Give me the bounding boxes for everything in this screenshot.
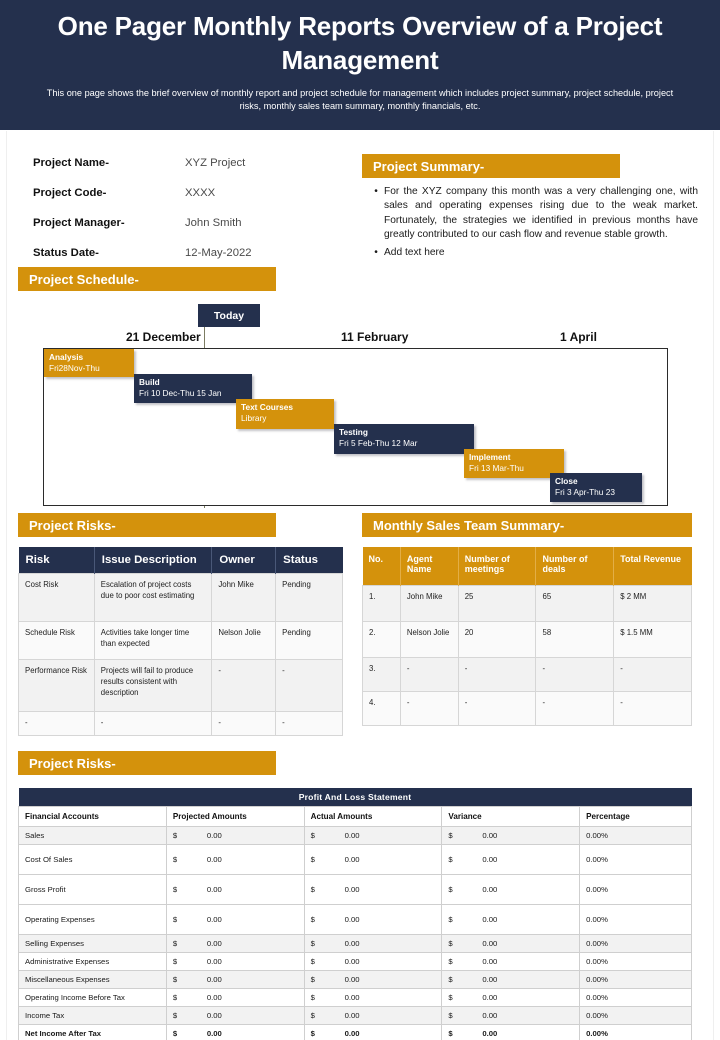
value: 0.00 — [206, 1029, 222, 1038]
cell-variance — [442, 935, 580, 953]
cell-account: Operating Expenses — [19, 905, 167, 935]
cell-revenue: - — [614, 691, 692, 725]
column-header-meetings: Number of meetings — [458, 547, 536, 585]
value: 0.00 — [344, 1029, 360, 1038]
cell-variance — [442, 875, 580, 905]
table-row — [363, 585, 692, 621]
cell-owner: - — [212, 712, 276, 736]
column-header-percentage: Percentage — [580, 807, 692, 827]
currency-symbol: $ — [310, 993, 315, 1002]
value: 0.00 — [206, 885, 222, 894]
gantt-bar-name: Implement — [469, 452, 511, 462]
gantt-bar-text-courses-library[interactable] — [236, 399, 334, 429]
column-header-description: Issue Description — [94, 547, 212, 574]
info-label: Project Name- — [33, 157, 109, 169]
info-label: Status Date- — [33, 247, 99, 259]
cell-variance — [442, 827, 580, 845]
cell-account: Administrative Expenses — [19, 953, 167, 971]
cell-actual — [304, 953, 442, 971]
cell-projected — [166, 1025, 304, 1040]
currency-symbol: $ — [310, 885, 315, 894]
cell-projected — [166, 971, 304, 989]
value: 0.00 — [344, 1011, 360, 1020]
currency-symbol: $ — [172, 957, 178, 966]
cell-percentage: 0.00% — [580, 935, 692, 953]
table-row — [19, 905, 692, 935]
gantt-bar-analysis[interactable] — [44, 349, 134, 377]
column-header-owner: Owner — [212, 547, 276, 574]
table-row — [19, 712, 343, 736]
cell-meetings: 25 — [458, 585, 536, 621]
cell-no: 4. — [363, 691, 401, 725]
cell-status: Pending — [276, 622, 343, 660]
currency-symbol: $ — [310, 831, 315, 840]
cell-status: - — [276, 660, 343, 712]
cell-account: Cost Of Sales — [19, 845, 167, 875]
value: 0.00 — [206, 855, 222, 864]
info-value: XYZ Project — [185, 157, 246, 169]
cell-deals: 58 — [536, 621, 614, 657]
value: 0.00 — [482, 975, 498, 984]
info-row-status-date — [33, 238, 333, 268]
value: 0.00 — [344, 975, 360, 984]
gantt-bar-dates: Fri28Nov-Thu — [49, 362, 100, 373]
currency-symbol: $ — [172, 1029, 178, 1038]
currency-symbol: $ — [172, 885, 178, 894]
cell-variance — [442, 953, 580, 971]
cell-projected — [166, 875, 304, 905]
column-header-financial-accounts: Financial Accounts — [19, 807, 167, 827]
cell-account: Income Tax — [19, 1007, 167, 1025]
table-row — [363, 657, 692, 691]
cell-description: Escalation of project costs due to poor cost estimating — [94, 574, 212, 622]
value: 0.00 — [206, 957, 222, 966]
value: 0.00 — [482, 831, 498, 840]
cell-risk: Schedule Risk — [19, 622, 95, 660]
cell-account: Selling Expenses — [19, 935, 167, 953]
today-marker-label: Today — [198, 304, 260, 327]
cell-actual — [304, 845, 442, 875]
cell-projected — [166, 953, 304, 971]
page-right-edge — [713, 131, 714, 1040]
value: 0.00 — [344, 885, 360, 894]
gantt-bar-name: Close — [555, 476, 578, 486]
cell-projected — [166, 845, 304, 875]
project-risks-table — [18, 547, 343, 736]
list-item — [368, 185, 698, 243]
axis-tick-label: 1 April — [560, 330, 597, 344]
axis-tick-label: 21 December — [126, 330, 201, 344]
currency-symbol: $ — [448, 885, 453, 894]
value: 0.00 — [344, 831, 360, 840]
axis-tick-label: 11 February — [341, 330, 409, 344]
gantt-bar-build[interactable] — [134, 374, 252, 403]
cell-description: Projects will fail to produce results consistent with description — [94, 660, 212, 712]
value: 0.00 — [206, 831, 222, 840]
column-header-deals: Number of deals — [536, 547, 614, 585]
value: 0.00 — [344, 957, 360, 966]
cell-account: Net Income After Tax — [19, 1025, 167, 1040]
sales-summary-table — [362, 547, 692, 726]
currency-symbol: $ — [172, 915, 178, 924]
info-label: Project Manager- — [33, 217, 125, 229]
table-row — [363, 621, 692, 657]
value: 0.00 — [344, 993, 360, 1002]
table-row — [19, 1025, 692, 1040]
currency-symbol: $ — [448, 993, 453, 1002]
currency-symbol: $ — [172, 831, 178, 840]
value: 0.00 — [344, 915, 360, 924]
info-value: 12-May-2022 — [185, 247, 252, 259]
summary-text: Add text here — [384, 246, 445, 258]
cell-percentage: 0.00% — [580, 989, 692, 1007]
cell-percentage: 0.00% — [580, 953, 692, 971]
cell-agent: John Mike — [400, 585, 458, 621]
value: 0.00 — [482, 1011, 498, 1020]
cell-percentage: 0.00% — [580, 905, 692, 935]
info-value: John Smith — [185, 217, 242, 229]
currency-symbol: $ — [448, 939, 453, 948]
gantt-bar-dates: Fri 10 Dec-Thu 15 Jan — [139, 387, 222, 398]
cell-variance — [442, 971, 580, 989]
cell-account: Miscellaneous Expenses — [19, 971, 167, 989]
cell-actual — [304, 989, 442, 1007]
gantt-bar-name: Text Courses — [241, 402, 293, 412]
section-header-project-schedule: Project Schedule- — [18, 267, 276, 291]
currency-symbol: $ — [172, 939, 178, 948]
table-header-row — [363, 547, 692, 585]
cell-description: Activities take longer time than expected — [94, 622, 212, 660]
cell-percentage: 0.00% — [580, 971, 692, 989]
currency-symbol: $ — [448, 1029, 453, 1038]
value: 0.00 — [206, 993, 222, 1002]
cell-deals: - — [536, 657, 614, 691]
cell-percentage: 0.00% — [580, 827, 692, 845]
currency-symbol: $ — [172, 993, 178, 1002]
currency-symbol: $ — [448, 831, 453, 840]
cell-account: Sales — [19, 827, 167, 845]
column-header-variance: Variance — [442, 807, 580, 827]
info-row-project-code — [33, 178, 333, 208]
gantt-bar-name: Analysis — [49, 352, 84, 362]
cell-owner: - — [212, 660, 276, 712]
table-row — [19, 845, 692, 875]
cell-variance — [442, 845, 580, 875]
column-header-actual-amounts: Actual Amounts — [304, 807, 442, 827]
header-banner — [0, 0, 720, 130]
currency-symbol: $ — [448, 915, 453, 924]
section-header-project-risks: Project Risks- — [18, 513, 276, 537]
cell-projected — [166, 935, 304, 953]
cell-projected — [166, 827, 304, 845]
project-info-block — [33, 148, 333, 268]
column-header-risk: Risk — [19, 547, 95, 574]
currency-symbol: $ — [310, 1011, 315, 1020]
column-header-agent-name: Agent Name — [400, 547, 458, 585]
value: 0.00 — [482, 1029, 498, 1038]
cell-status: Pending — [276, 574, 343, 622]
value: 0.00 — [482, 915, 498, 924]
column-header-projected-amounts: Projected Amounts — [166, 807, 304, 827]
table-row — [19, 971, 692, 989]
cell-actual — [304, 1007, 442, 1025]
cell-risk: - — [19, 712, 95, 736]
gantt-bar-dates: Fri 13 Mar-Thu — [469, 462, 524, 473]
cell-variance — [442, 1007, 580, 1025]
currency-symbol: $ — [448, 957, 453, 966]
cell-description: - — [94, 712, 212, 736]
table-row — [19, 1007, 692, 1025]
value: 0.00 — [482, 957, 498, 966]
value: 0.00 — [344, 855, 360, 864]
gantt-plot-area — [43, 348, 668, 506]
value: 0.00 — [344, 939, 360, 948]
info-row-project-manager — [33, 208, 333, 238]
value: 0.00 — [482, 885, 498, 894]
currency-symbol: $ — [310, 975, 315, 984]
cell-revenue: $ 2 MM — [614, 585, 692, 621]
currency-symbol: $ — [172, 1011, 178, 1020]
cell-percentage: 0.00% — [580, 1007, 692, 1025]
gantt-bar-name: Testing — [339, 427, 368, 437]
info-label: Project Code- — [33, 187, 107, 199]
cell-revenue: $ 1.5 MM — [614, 621, 692, 657]
cell-projected — [166, 989, 304, 1007]
cell-variance — [442, 989, 580, 1007]
gantt-bar-dates: Fri 5 Feb-Thu 12 Mar — [339, 437, 418, 448]
value: 0.00 — [206, 939, 222, 948]
cell-actual — [304, 875, 442, 905]
table-title-row — [19, 788, 692, 807]
cell-owner: Nelson Jolie — [212, 622, 276, 660]
table-row — [19, 574, 343, 622]
cell-no: 3. — [363, 657, 401, 691]
cell-agent: Nelson Jolie — [400, 621, 458, 657]
cell-variance — [442, 905, 580, 935]
cell-agent: - — [400, 691, 458, 725]
table-row — [19, 827, 692, 845]
currency-symbol: $ — [310, 915, 315, 924]
cell-percentage: 0.00% — [580, 1025, 692, 1040]
table-row — [19, 989, 692, 1007]
cell-projected — [166, 1007, 304, 1025]
cell-no: 1. — [363, 585, 401, 621]
gantt-bar-dates: Library — [241, 412, 267, 423]
cell-deals: 65 — [536, 585, 614, 621]
profit-and-loss-table — [18, 788, 692, 1040]
cell-actual — [304, 827, 442, 845]
cell-actual — [304, 971, 442, 989]
section-header-project-summary: Project Summary- — [362, 154, 620, 178]
column-header-status: Status — [276, 547, 343, 574]
cell-risk: Cost Risk — [19, 574, 95, 622]
gantt-bar-name: Build — [139, 377, 160, 387]
cell-account: Gross Profit — [19, 875, 167, 905]
table-row — [19, 875, 692, 905]
value: 0.00 — [482, 939, 498, 948]
value: 0.00 — [206, 1011, 222, 1020]
cell-variance — [442, 1025, 580, 1040]
summary-text: For the XYZ company this month was a very challenging one, with sales and operating expenses rising due to the weak market. Fortunately, the strategies we identified in previous months have greatly contributed to our cash flow and revenue stable growth. — [384, 186, 698, 241]
bullet-icon: • — [374, 246, 378, 258]
section-header-sales-summary: Monthly Sales Team Summary- — [362, 513, 692, 537]
cell-percentage: 0.00% — [580, 845, 692, 875]
gantt-chart — [18, 300, 678, 508]
currency-symbol: $ — [172, 855, 178, 864]
info-value: XXXX — [185, 187, 216, 199]
table-row — [19, 622, 343, 660]
currency-symbol: $ — [172, 975, 178, 984]
column-header-no: No. — [363, 547, 401, 585]
value: 0.00 — [482, 855, 498, 864]
project-summary-list — [368, 185, 698, 263]
cell-revenue: - — [614, 657, 692, 691]
cell-agent: - — [400, 657, 458, 691]
gantt-bar-testing[interactable] — [334, 424, 474, 454]
cell-projected — [166, 905, 304, 935]
gantt-bar-implement[interactable] — [464, 449, 564, 478]
value: 0.00 — [206, 915, 222, 924]
list-item — [368, 246, 698, 260]
bullet-icon: • — [374, 186, 378, 197]
cell-meetings: - — [458, 657, 536, 691]
cell-status: - — [276, 712, 343, 736]
currency-symbol: $ — [310, 957, 315, 966]
table-row — [19, 660, 343, 712]
cell-actual — [304, 905, 442, 935]
page-subtitle: This one page shows the brief overview of monthly report and project schedule for management which includes project summary, project schedule, project risks, monthly sales team summary, monthly financials, etc. — [46, 87, 674, 112]
currency-symbol: $ — [310, 939, 315, 948]
gantt-bar-close[interactable] — [550, 473, 642, 502]
page-title: One Pager Monthly Reports Overview of a Project Management — [57, 11, 663, 75]
cell-risk: Performance Risk — [19, 660, 95, 712]
section-header-financials: Project Risks- — [18, 751, 276, 775]
pl-table-title: Profit And Loss Statement — [19, 788, 692, 807]
cell-actual — [304, 1025, 442, 1040]
cell-owner: John Mike — [212, 574, 276, 622]
page-left-edge — [6, 131, 7, 1040]
cell-deals: - — [536, 691, 614, 725]
column-header-revenue: Total Revenue — [614, 547, 692, 585]
currency-symbol: $ — [448, 975, 453, 984]
currency-symbol: $ — [310, 855, 315, 864]
table-row — [363, 691, 692, 725]
cell-percentage: 0.00% — [580, 875, 692, 905]
currency-symbol: $ — [448, 855, 453, 864]
currency-symbol: $ — [448, 1011, 453, 1020]
cell-actual — [304, 935, 442, 953]
table-row — [19, 935, 692, 953]
table-row — [19, 953, 692, 971]
currency-symbol: $ — [310, 1029, 315, 1038]
gantt-bar-dates: Fri 3 Apr-Thu 23 — [555, 486, 615, 497]
cell-account: Operating Income Before Tax — [19, 989, 167, 1007]
cell-meetings: 20 — [458, 621, 536, 657]
info-row-project-name — [33, 148, 333, 178]
table-header-row — [19, 547, 343, 574]
cell-no: 2. — [363, 621, 401, 657]
table-header-row — [19, 807, 692, 827]
cell-meetings: - — [458, 691, 536, 725]
value: 0.00 — [482, 993, 498, 1002]
value: 0.00 — [206, 975, 222, 984]
